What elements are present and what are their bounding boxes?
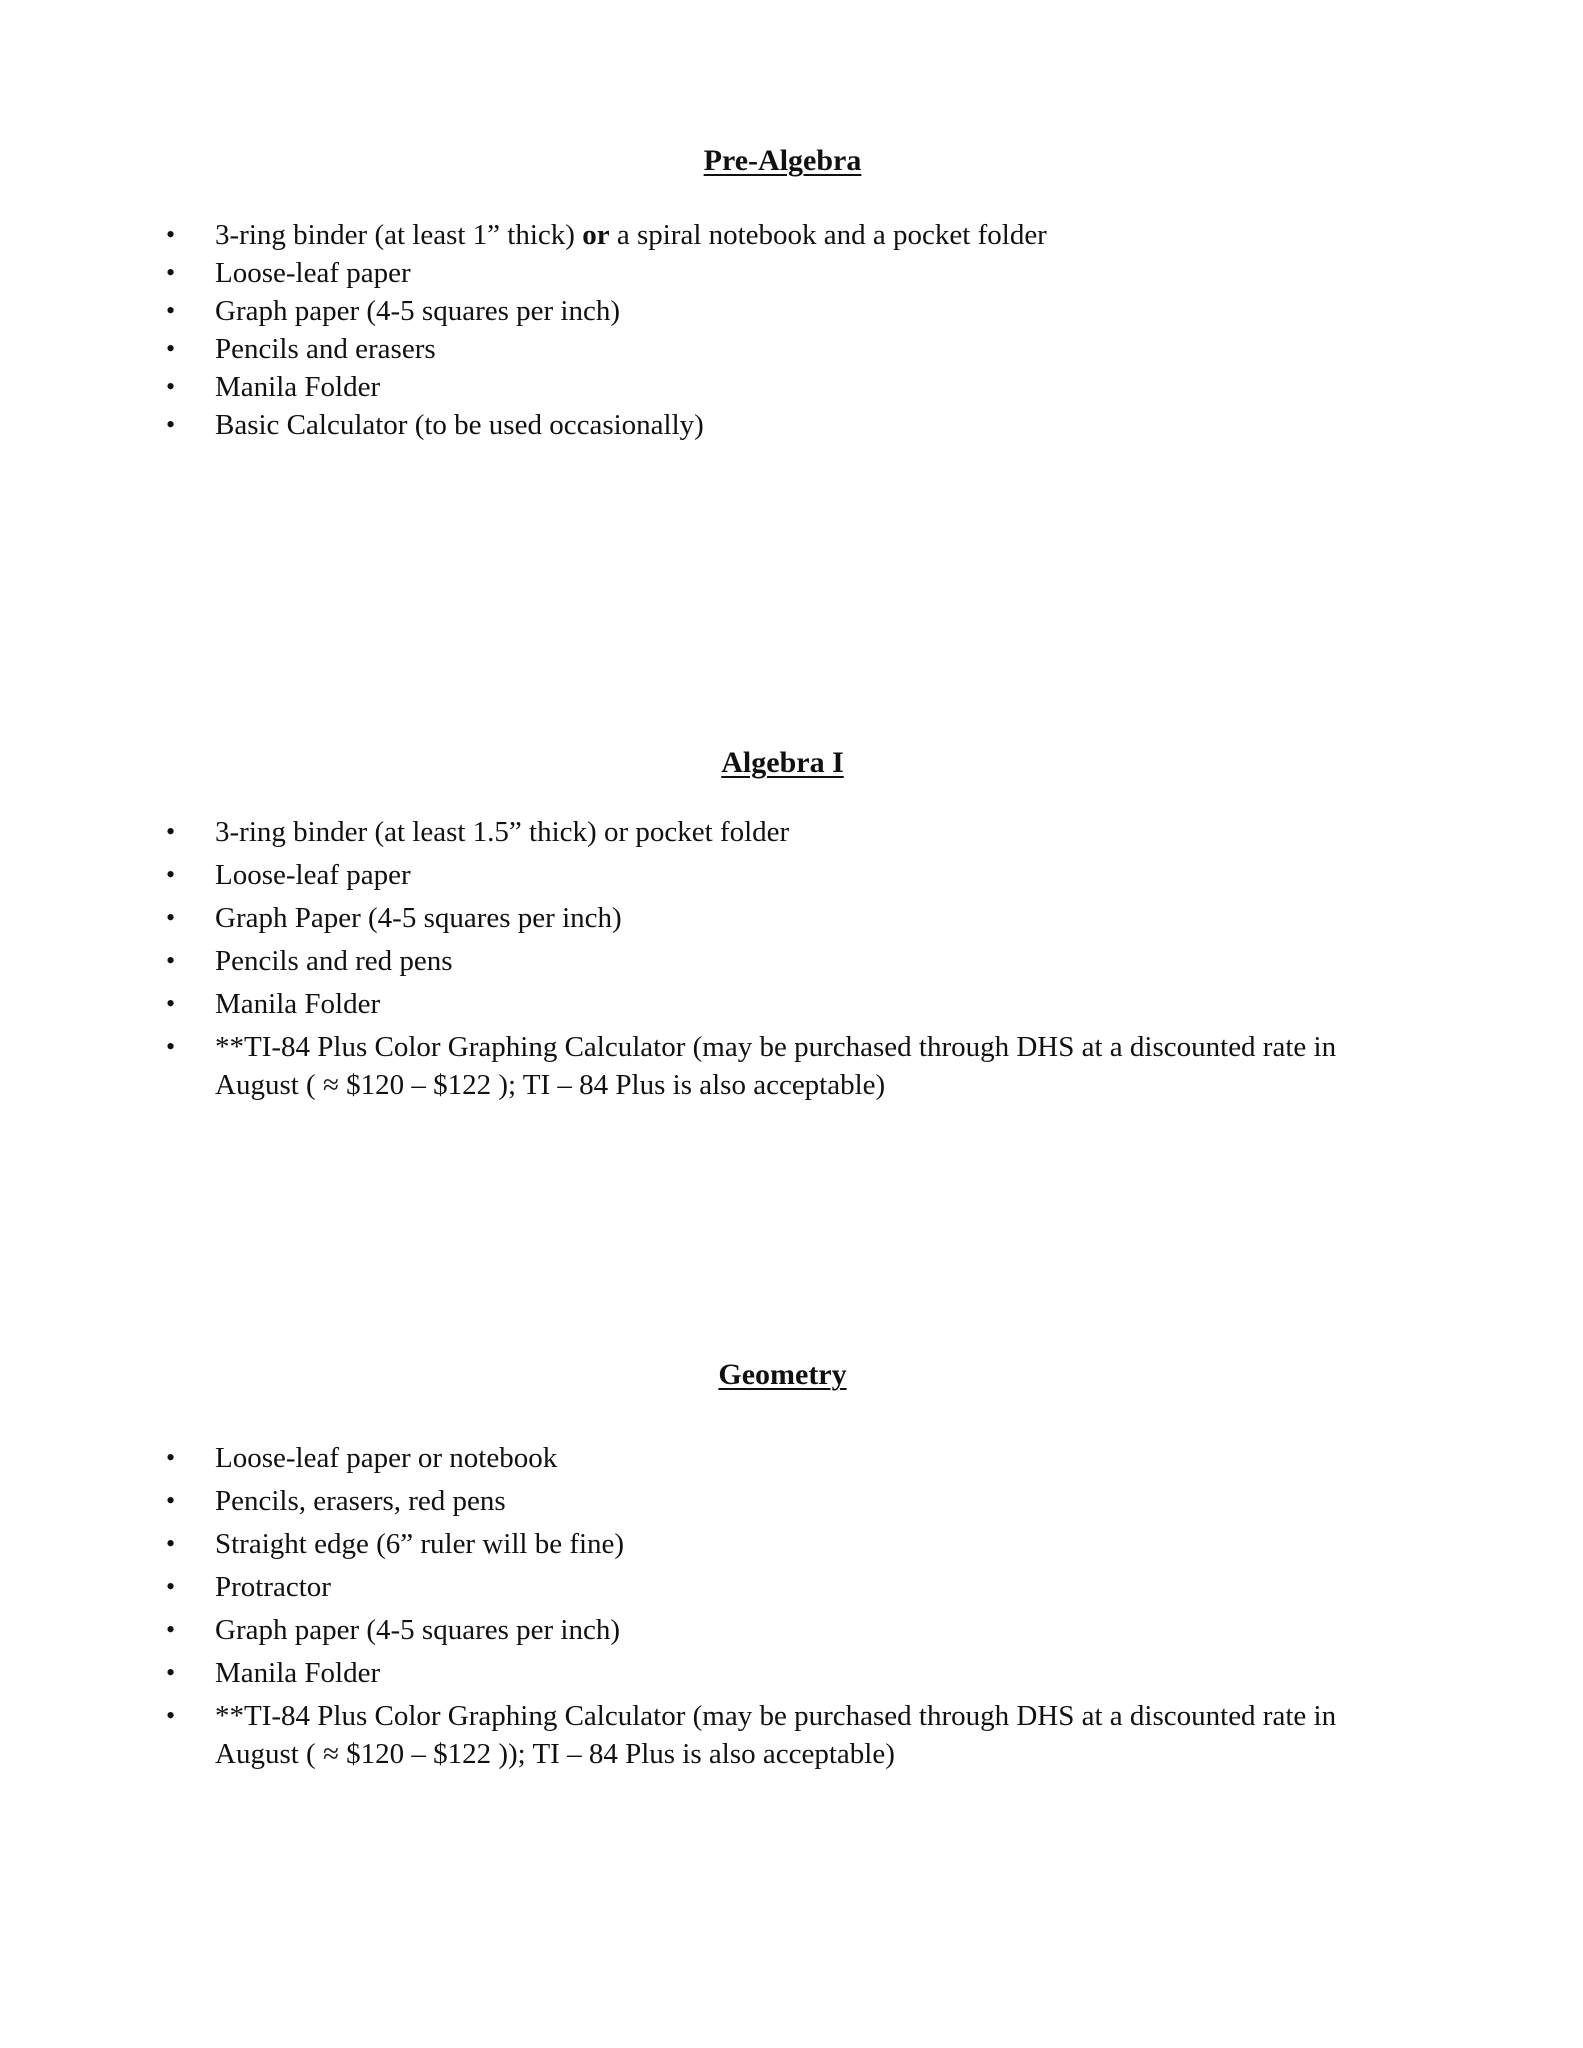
item-text: Graph paper (4-5 squares per inch) <box>215 295 621 327</box>
list-item <box>0 368 1435 406</box>
item-text-line1: **TI-84 Plus Color Graphing Calculator (may be purchased through DHS at a discounted rate in <box>215 1031 1337 1063</box>
item-text-line2: August ( ≈ $120 – $122 )); TI – 84 Plus is also acceptable) <box>215 1738 895 1770</box>
bullet-icon: • <box>166 1572 176 1601</box>
bullet-icon: • <box>166 220 176 249</box>
bullet-icon: • <box>166 296 176 325</box>
item-text-bold: or <box>582 219 610 251</box>
list-item <box>0 1482 1435 1525</box>
supply-list-pre-algebra <box>0 216 1583 444</box>
bullet-icon: • <box>166 860 176 889</box>
item-text: 3-ring binder (at least 1.5” thick) or pocket folder <box>215 816 790 848</box>
item-text-line2: August ( ≈ $120 – $122 ); TI – 84 Plus is also acceptable) <box>215 1069 886 1101</box>
list-item <box>0 942 1435 985</box>
item-text: Pencils and red pens <box>215 945 453 977</box>
bullet-icon: • <box>166 334 176 363</box>
bullet-icon: • <box>166 258 176 287</box>
item-text: Graph Paper (4-5 squares per inch) <box>215 902 622 934</box>
bullet-icon: • <box>166 1615 176 1644</box>
list-item <box>0 1697 1435 1773</box>
item-text: Graph paper (4-5 squares per inch) <box>215 1614 621 1646</box>
item-text: Pencils and erasers <box>215 333 436 365</box>
list-item <box>0 216 1435 254</box>
item-text-line1: **TI-84 Plus Color Graphing Calculator (may be purchased through DHS at a discounted rate in <box>215 1700 1337 1732</box>
item-text-part: 3-ring binder (at least 1” thick) <box>215 219 583 251</box>
list-item <box>0 406 1435 444</box>
list-item <box>0 292 1435 330</box>
bullet-icon: • <box>166 1658 176 1687</box>
bullet-icon: • <box>166 410 176 439</box>
bullet-icon: • <box>166 372 176 401</box>
list-item <box>0 1611 1435 1654</box>
bullet-icon: • <box>166 817 176 846</box>
list-item <box>0 1568 1435 1611</box>
bullet-icon: • <box>166 1032 176 1061</box>
item-text: Manila Folder <box>215 988 381 1020</box>
list-item <box>0 899 1435 942</box>
bullet-icon: • <box>166 989 176 1018</box>
list-item <box>0 856 1435 899</box>
item-text: Manila Folder <box>215 371 381 403</box>
bullet-icon: • <box>166 1486 176 1515</box>
bullet-icon: • <box>166 946 176 975</box>
bullet-icon: • <box>166 903 176 932</box>
bullet-icon: • <box>166 1443 176 1472</box>
list-item <box>0 1439 1435 1482</box>
bullet-icon: • <box>166 1529 176 1558</box>
item-text: Pencils, erasers, red pens <box>215 1485 506 1517</box>
item-text: Loose-leaf paper or notebook <box>215 1442 558 1474</box>
list-item <box>0 985 1435 1028</box>
item-text-part: a spiral notebook and a pocket folder <box>609 219 1047 251</box>
section-title-algebra-i: Algebra I <box>721 746 844 779</box>
item-text: Protractor <box>215 1571 331 1603</box>
item-text: Basic Calculator (to be used occasionally) <box>215 409 704 441</box>
item-text: Loose-leaf paper <box>215 257 411 289</box>
item-text: Straight edge (6” ruler will be fine) <box>215 1528 625 1560</box>
item-text: Manila Folder <box>215 1657 381 1689</box>
section-title-geometry: Geometry <box>718 1358 847 1391</box>
list-item <box>0 254 1435 292</box>
item-text: Loose-leaf paper <box>215 859 411 891</box>
bullet-icon: • <box>166 1701 176 1730</box>
list-item <box>0 1028 1435 1104</box>
section-title-pre-algebra: Pre-Algebra <box>703 144 862 177</box>
list-item <box>0 813 1435 856</box>
list-item <box>0 1654 1435 1697</box>
supply-list-geometry <box>0 1439 1583 1773</box>
supply-list-algebra-i <box>0 813 1583 1104</box>
list-item <box>0 1525 1435 1568</box>
list-item <box>0 330 1435 368</box>
